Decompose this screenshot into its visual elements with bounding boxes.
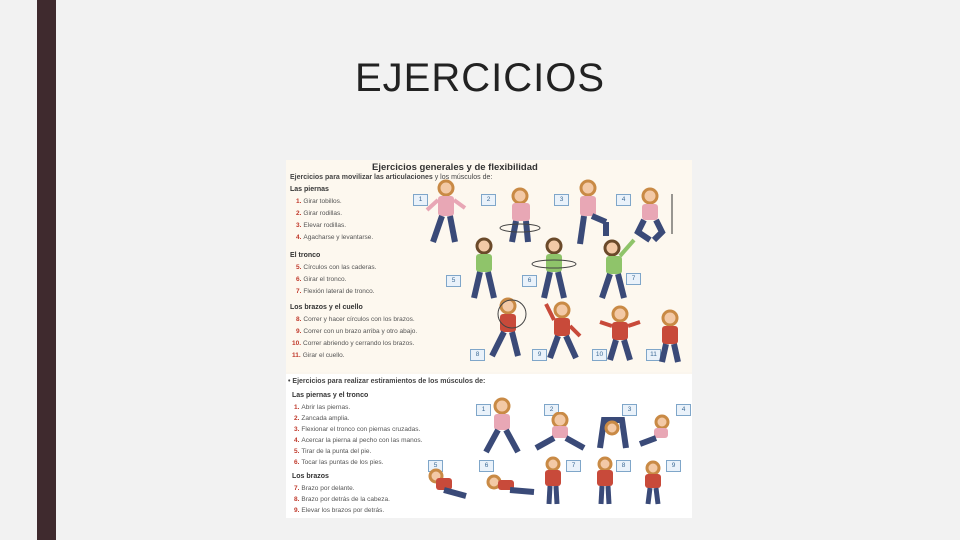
list-item: 10. Correr abriendo y cerrando los brazos. <box>292 340 415 347</box>
section-heading: Las piernas y el tronco <box>292 392 369 399</box>
part2-intro: • Ejercicios para realizar estiramientos de los músculos de: <box>288 378 486 385</box>
figure-number-badge: 5 <box>446 275 461 287</box>
list-item: 11. Girar el cuello. <box>292 352 345 359</box>
figure-number-badge: 9 <box>532 349 547 361</box>
list-item: 7. Flexión lateral de tronco. <box>296 288 375 295</box>
figure-number-badge: 8 <box>470 349 485 361</box>
figure-number-badge: 7 <box>566 460 581 472</box>
list-item: 1. Abrir las piernas. <box>294 404 351 411</box>
kid-figure-5 <box>462 236 508 302</box>
list-item: 6. Girar el tronco. <box>296 276 347 283</box>
list-item: 1. Girar tobillos. <box>296 198 342 205</box>
kid-figure-8 <box>482 296 532 362</box>
figure-number-badge: 4 <box>616 194 631 206</box>
part1-intro-bold: Ejercicios para movilizar las articulaciones <box>290 174 433 181</box>
list-item: 4. Acercar la pierna al pecho con las manos. <box>294 437 423 444</box>
list-item: 8. Brazo por detrás de la cabeza. <box>294 496 390 503</box>
list-item: 2. Zancada amplia. <box>294 415 350 422</box>
section-heading: Los brazos y el cuello <box>290 304 363 311</box>
section-heading: Los brazos <box>292 473 329 480</box>
list-item: 2. Girar rodillas. <box>296 210 343 217</box>
figure-number-badge: 9 <box>666 460 681 472</box>
list-item: 9. Elevar los brazos por detrás. <box>294 507 385 514</box>
kid-figure-stretch-9 <box>638 460 668 506</box>
kid-figure-11 <box>650 308 690 364</box>
list-item: 4. Agacharse y levantarse. <box>296 234 374 241</box>
figure-number-badge: 3 <box>622 404 637 416</box>
section-heading: Las piernas <box>290 186 329 193</box>
figure-number-badge: 3 <box>554 194 569 206</box>
figure-number-badge: 5 <box>428 460 443 472</box>
figure-number-badge: 6 <box>479 460 494 472</box>
kid-figure-stretch-5 <box>422 466 468 502</box>
kid-figure-stretch-6 <box>484 466 536 500</box>
figure-number-badge: 2 <box>481 194 496 206</box>
part1-intro-rest: y los músculos de: <box>432 174 493 181</box>
figure-number-badge: 11 <box>646 349 661 361</box>
list-item: 6. Tocar las puntas de los pies. <box>294 459 384 466</box>
list-item: 5. Círculos con las caderas. <box>296 264 377 271</box>
exercise-sheet-image <box>286 160 692 518</box>
kid-figure-stretch-8 <box>592 456 618 506</box>
slide-title: EJERCICIOS <box>354 56 606 100</box>
figure-number-badge: 8 <box>616 460 631 472</box>
kid-figure-stretch-7 <box>540 456 566 506</box>
kid-figure-stretch-1 <box>482 396 522 454</box>
kid-figure-9 <box>538 300 586 362</box>
figure-number-badge: 2 <box>544 404 559 416</box>
section-heading: El tronco <box>290 252 321 259</box>
figure-number-badge: 4 <box>676 404 691 416</box>
list-item: 3. Flexionar el tronco con piernas cruzadas. <box>294 426 421 433</box>
list-item: 3. Elevar rodillas. <box>296 222 347 229</box>
list-item: 8. Correr y hacer círculos con los brazos. <box>296 316 415 323</box>
list-item: 9. Correr con un brazo arriba y otro abajo. <box>296 328 418 335</box>
kid-figure-stretch-4 <box>636 414 676 450</box>
figure-number-badge: 1 <box>476 404 491 416</box>
kid-figure-10 <box>596 304 644 364</box>
kid-figure-stretch-2 <box>532 412 588 452</box>
figure-number-badge: 6 <box>522 275 537 287</box>
list-item: 5. Tirar de la punta del pie. <box>294 448 372 455</box>
kid-figure-6 <box>530 236 580 302</box>
sheet-title: Ejercicios generales y de flexibilidad <box>372 162 538 173</box>
kid-figure-stretch-3 <box>592 412 632 452</box>
figure-number-badge: 10 <box>592 349 607 361</box>
kid-figure-7 <box>592 234 642 302</box>
figure-number-badge: 7 <box>626 273 641 285</box>
list-item: 7. Brazo por delante. <box>294 485 355 492</box>
figure-number-badge: 1 <box>413 194 428 206</box>
